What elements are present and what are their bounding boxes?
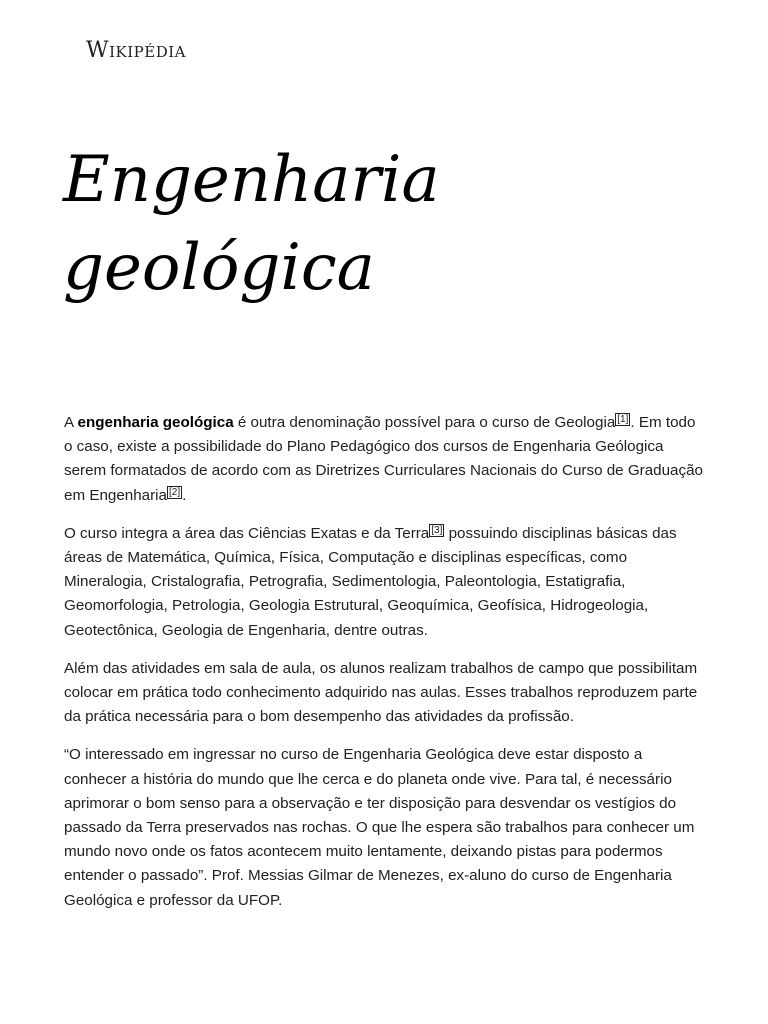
- reference-link-2[interactable]: [2]: [169, 486, 181, 498]
- text: A: [64, 414, 78, 431]
- text: .: [182, 486, 187, 504]
- text: . Em todo o caso, existe a possibilidade do Plano Pedagógico dos cursos de Engenharia Geólogica serem formatados de acordo com as Diretrizes Curriculares Nacionais do Curso de Graduação em Engenharia: [64, 414, 703, 504]
- article-body: [64, 411, 708, 927]
- reference-link-1[interactable]: [1]: [617, 413, 629, 425]
- text: possuindo disciplinas básicas das áreas de Matemática, Química, Física, Computação e disciplinas específicas, como Mineralogia, Cristalografia, Petrografia, Sedimentologia, Paleontologia, Estatigrafia, Geomorfologia, Petrologia, Geologia Estrutural, Geoquímica, Geofísica, Hidrogeologia, Geotectônica, Geologia de Engenharia, dentre outras.: [64, 524, 677, 639]
- paragraph-quote: “O interessado em ingressar no curso de Engenharia Geológica deve estar disposto a conhecer a história do mundo que lhe cerca e do planeta onde vive. Para tal, é necessário aprimorar o bom senso para a observação e ter disposição para desvendar os vestígios do passado da Terra preservados nas rochas. O que lhe espera são trabalhos para conhecer um mundo novo onde os fatos acontecem muito lentamente, deixando pistas para podermos entender o passado”. Prof. Messias Gilmar de Menezes, ex-aluno do curso de Engenharia Geológica e professor da UFOP.: [64, 746, 695, 909]
- paragraph-intro: [64, 411, 708, 508]
- page-title: [63, 136, 703, 312]
- page-title-line-1: Engenharia: [63, 143, 440, 217]
- page-title-line-2: geológica: [63, 231, 375, 305]
- paragraph-fieldwork: Além das atividades em sala de aula, os alunos realizam trabalhos de campo que possibilitam colocar em prática todo conhecimento adquirido nas aulas. Esses trabalhos reproduzem parte da prática necessária para o bom desempenho das atividades da profissão.: [64, 659, 698, 726]
- bold-term: engenharia geológica: [77, 414, 234, 431]
- wikipedia-logo[interactable]: Wikipédia: [86, 38, 186, 63]
- text: O curso integra a área das Ciências Exatas e da Terra: [64, 524, 430, 542]
- paragraph-disciplines: [64, 522, 708, 643]
- text: é outra denominação possível para o curso de Geologia: [233, 414, 616, 431]
- reference-link-3[interactable]: [3]: [431, 524, 443, 536]
